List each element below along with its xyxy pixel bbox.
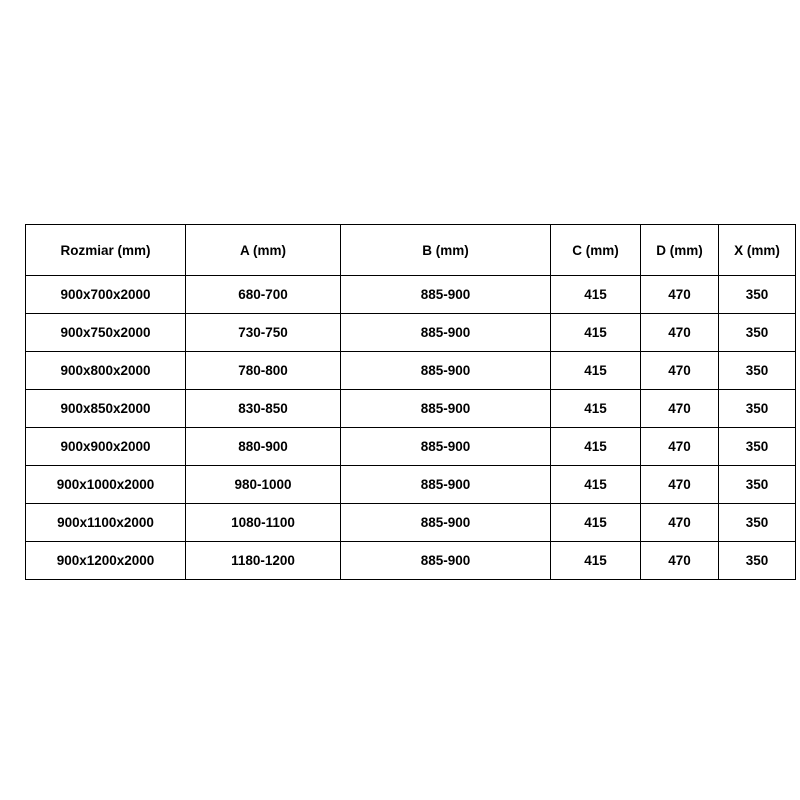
cell-c: 415: [551, 352, 641, 390]
cell-x: 350: [719, 428, 796, 466]
table-header-row: [26, 225, 796, 276]
table-row: [26, 504, 796, 542]
size-table: [25, 224, 796, 580]
cell-d: 470: [641, 542, 719, 580]
cell-rozmiar: 900x800x2000: [26, 352, 186, 390]
cell-a: 880-900: [186, 428, 341, 466]
cell-a: 780-800: [186, 352, 341, 390]
table-row: [26, 542, 796, 580]
cell-b: 885-900: [341, 314, 551, 352]
cell-b: 885-900: [341, 504, 551, 542]
cell-x: 350: [719, 352, 796, 390]
cell-c: 415: [551, 466, 641, 504]
table-row: [26, 276, 796, 314]
table-row: [26, 466, 796, 504]
column-header-b: B (mm): [341, 225, 551, 276]
table-row: [26, 314, 796, 352]
cell-c: 415: [551, 276, 641, 314]
cell-d: 470: [641, 466, 719, 504]
cell-d: 470: [641, 314, 719, 352]
cell-c: 415: [551, 314, 641, 352]
cell-c: 415: [551, 504, 641, 542]
table-row: [26, 428, 796, 466]
column-header-x: X (mm): [719, 225, 796, 276]
cell-rozmiar: 900x1200x2000: [26, 542, 186, 580]
cell-rozmiar: 900x900x2000: [26, 428, 186, 466]
cell-c: 415: [551, 542, 641, 580]
cell-b: 885-900: [341, 390, 551, 428]
cell-x: 350: [719, 390, 796, 428]
column-header-d: D (mm): [641, 225, 719, 276]
cell-a: 980-1000: [186, 466, 341, 504]
cell-a: 1180-1200: [186, 542, 341, 580]
cell-rozmiar: 900x750x2000: [26, 314, 186, 352]
cell-a: 830-850: [186, 390, 341, 428]
cell-b: 885-900: [341, 466, 551, 504]
cell-x: 350: [719, 542, 796, 580]
cell-b: 885-900: [341, 542, 551, 580]
size-table-container: [25, 224, 780, 580]
cell-a: 680-700: [186, 276, 341, 314]
column-header-rozmiar: Rozmiar (mm): [26, 225, 186, 276]
cell-b: 885-900: [341, 352, 551, 390]
cell-rozmiar: 900x700x2000: [26, 276, 186, 314]
cell-x: 350: [719, 314, 796, 352]
cell-rozmiar: 900x1100x2000: [26, 504, 186, 542]
cell-b: 885-900: [341, 428, 551, 466]
cell-c: 415: [551, 390, 641, 428]
table-row: [26, 352, 796, 390]
cell-a: 1080-1100: [186, 504, 341, 542]
cell-rozmiar: 900x1000x2000: [26, 466, 186, 504]
table-body: [26, 276, 796, 580]
column-header-c: C (mm): [551, 225, 641, 276]
cell-x: 350: [719, 504, 796, 542]
cell-x: 350: [719, 466, 796, 504]
table-row: [26, 390, 796, 428]
cell-c: 415: [551, 428, 641, 466]
cell-b: 885-900: [341, 276, 551, 314]
cell-d: 470: [641, 352, 719, 390]
cell-d: 470: [641, 428, 719, 466]
column-header-a: A (mm): [186, 225, 341, 276]
cell-rozmiar: 900x850x2000: [26, 390, 186, 428]
cell-d: 470: [641, 504, 719, 542]
cell-a: 730-750: [186, 314, 341, 352]
table-header: [26, 225, 796, 276]
cell-d: 470: [641, 390, 719, 428]
cell-x: 350: [719, 276, 796, 314]
cell-d: 470: [641, 276, 719, 314]
